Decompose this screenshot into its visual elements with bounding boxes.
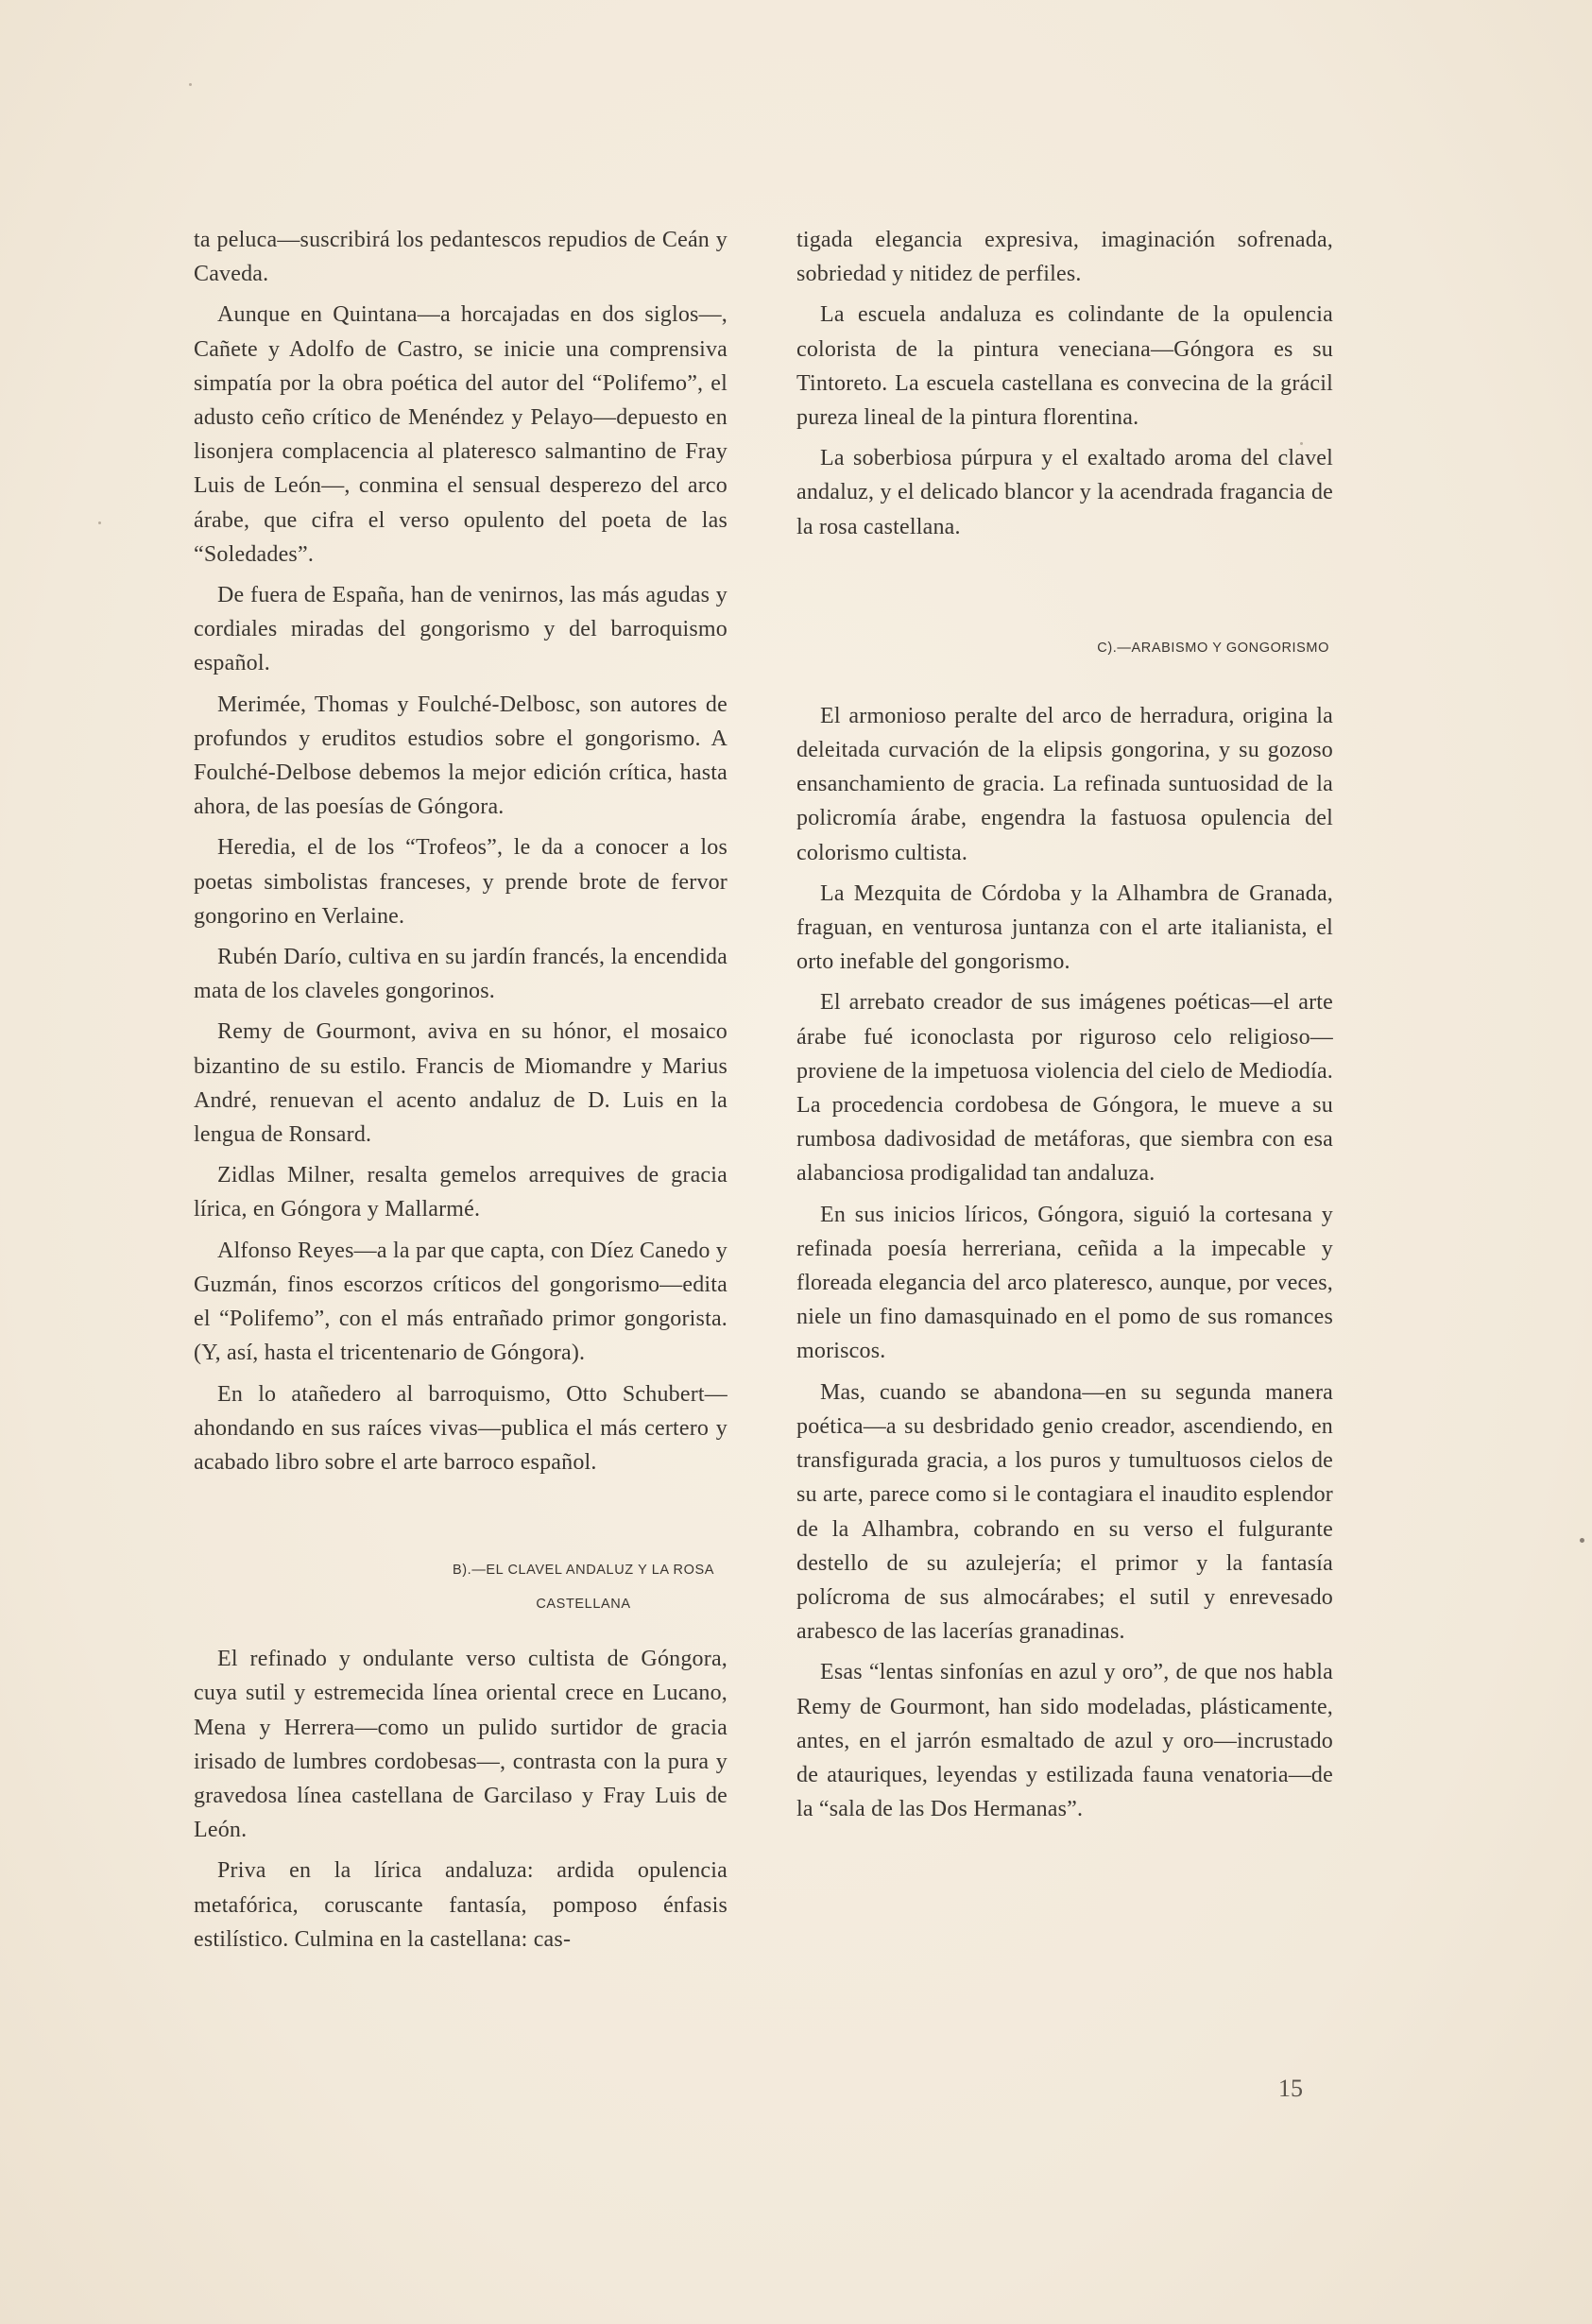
paragraph: La escuela andaluza es colindante de la opulencia colorista de la pintura veneciana—Góngora es su Tintoreto. La escuela castellana es convecina de la grácil pureza lineal de la pintura florentina. — [796, 302, 1333, 431]
section-b-heading-line1: B).—EL CLAVEL ANDALUZ Y LA ROSA — [452, 1563, 715, 1579]
paragraph: Esas “lentas sinfonías en azul y oro”, de que nos habla Remy de Gourmont, han sido modeladas, plásticamente, antes, en el jarrón esmaltado de azul y oro—incrustado de atauriques, leyendas y estilizada fauna venatoria—de la “sala de las Dos Hermanas”. — [796, 1660, 1333, 1822]
paragraph: Remy de Gourmont, aviva en su hónor, el mosaico bizantino de su estilo. Francis de Miomandre y Marius André, renuevan el acento andaluz de D. Luis en la lengua de Ronsard. — [194, 1019, 728, 1148]
section-b-heading — [194, 1553, 728, 1621]
paragraph: De fuera de España, han de venirnos, las más agudas y cordiales miradas del gongorismo y del barroquismo español. — [194, 583, 728, 676]
paragraph: El armonioso peralte del arco de herradura, origina la deleitada curvación de la elipsis gongorina, y su gozoso ensanchamiento de gracia. La refinada suntuosidad de la policromía árabe, engendra la fastuosa opulencia del colorismo cultista. — [796, 703, 1333, 865]
paper-speck — [189, 83, 192, 86]
paragraph: tigada elegancia expresiva, imaginación sofrenada, sobriedad y nitidez de perfiles. — [796, 228, 1333, 287]
paragraph: En lo atañedero al barroquismo, Otto Schubert—ahondando en sus raíces vivas—publica el más certero y acabado libro sobre el arte barroco español. — [194, 1381, 728, 1475]
paragraph: La Mezquita de Córdoba y la Alhambra de Granada, fraguan, en venturosa juntanza con el arte italianista, el orto inefable del gongorismo. — [796, 880, 1333, 975]
paragraph: El refinado y ondulante verso cultista de Góngora, cuya sutil y estremecida línea oriental crece en Lucano, Mena y Herrera—como un pulido surtidor de gracia irisado de lumbres cordobesas—, contrasta con la pura y gravedosa línea castellana de Garcilaso y Fray Luis de León. — [194, 1647, 728, 1843]
paragraph: En sus inicios líricos, Góngora, siguió la cortesana y refinada poesía herreriana, ceñida a la impecable y floreada elegancia del arco plateresco, aunque, por veces, niele un fino damasquinado en el pomo de sus romances moriscos. — [796, 1202, 1333, 1364]
paper-speck — [1580, 1538, 1584, 1543]
right-column — [796, 223, 1333, 1833]
paragraph: Heredia, el de los “Trofeos”, le da a conocer a los poetas simbolistas franceses, y prende brote de fervor gongorino en Verlaine. — [194, 835, 728, 929]
section-c-heading: C).—ARABISMO Y GONGORISMO — [1097, 640, 1329, 656]
paragraph: El arrebato creador de sus imágenes poéticas—el arte árabe fué iconoclasta por riguroso celo religioso—proviene de la impetuosa violencia del cielo de Mediodía. La procedencia cordobesa de Góngora, le mueve a su rumbosa dadivosidad de metáforas, que siembra con esa alabanciosa prodigalidad tan andaluza. — [796, 990, 1333, 1187]
paragraph: ta peluca—suscribirá los pedantescos repudios de Ceán y Caveda. — [194, 228, 728, 287]
paragraph: Aunque en Quintana—a horcajadas en dos siglos—, Cañete y Adolfo de Castro, se inicie una comprensiva simpatía por la obra poética del autor del “Polifemo”, el adusto ceño crítico de Menéndez y Pelayo—depuesto en lisonjera complacencia al plateresco salmantino de Fray Luis de León—, conmina el sensual desperezo del arco árabe, que cifra el verso opulento del poeta de las “Soledades”. — [194, 302, 728, 567]
section-b-heading-line2: CASTELLANA — [536, 1597, 631, 1613]
paragraph: Merimée, Thomas y Foulché-Delbosc, son autores de profundos y eruditos estudios sobre el gongorismo. A Foulché-Delbose debemos la mejor edición crítica, hasta ahora, de las poesías de Góngora. — [194, 692, 728, 820]
paragraph: Mas, cuando se abandona—en su segunda manera poética—a su desbridado genio creador, ascendiendo, en transfigurada gracia, a los puros y tumultuosos cielos de su arte, parece como si le contagiara el inaudito esplendor de la Alhambra, cobrando en su verso el fulgurante destello de su azulejería; el primor y la fantasía polícroma de sus almocárabes; el sutil y enrevesado arabesco de las lacerías granadinas. — [796, 1379, 1333, 1645]
paper-speck — [98, 521, 101, 524]
paragraph: Alfonso Reyes—a la par que capta, con Díez Canedo y Guzmán, finos escorzos críticos del gongorismo—edita el “Polifemo”, con el más entrañado primor gongorista. (Y, así, hasta el tricentenario de Góngora). — [194, 1238, 728, 1366]
left-column — [194, 223, 728, 1963]
paragraph: Priva en la lírica andaluza: ardida opulencia metafórica, coruscante fantasía, pomposo énfasis estilístico. Culmina en la castellana: cas- — [194, 1858, 728, 1952]
paragraph: La soberbiosa púrpura y el exaltado aroma del clavel andaluz, y el delicado blancor y la acendrada fragancia de la rosa castellana. — [796, 446, 1333, 539]
paragraph: Rubén Darío, cultiva en su jardín francés, la encendida mata de los claveles gongorinos. — [194, 945, 728, 1004]
page-number: 15 — [1278, 2075, 1303, 2102]
paragraph: Zidlas Milner, resalta gemelos arrequives de gracia lírica, en Góngora y Mallarmé. — [194, 1163, 728, 1222]
paper-speck — [1300, 442, 1303, 445]
